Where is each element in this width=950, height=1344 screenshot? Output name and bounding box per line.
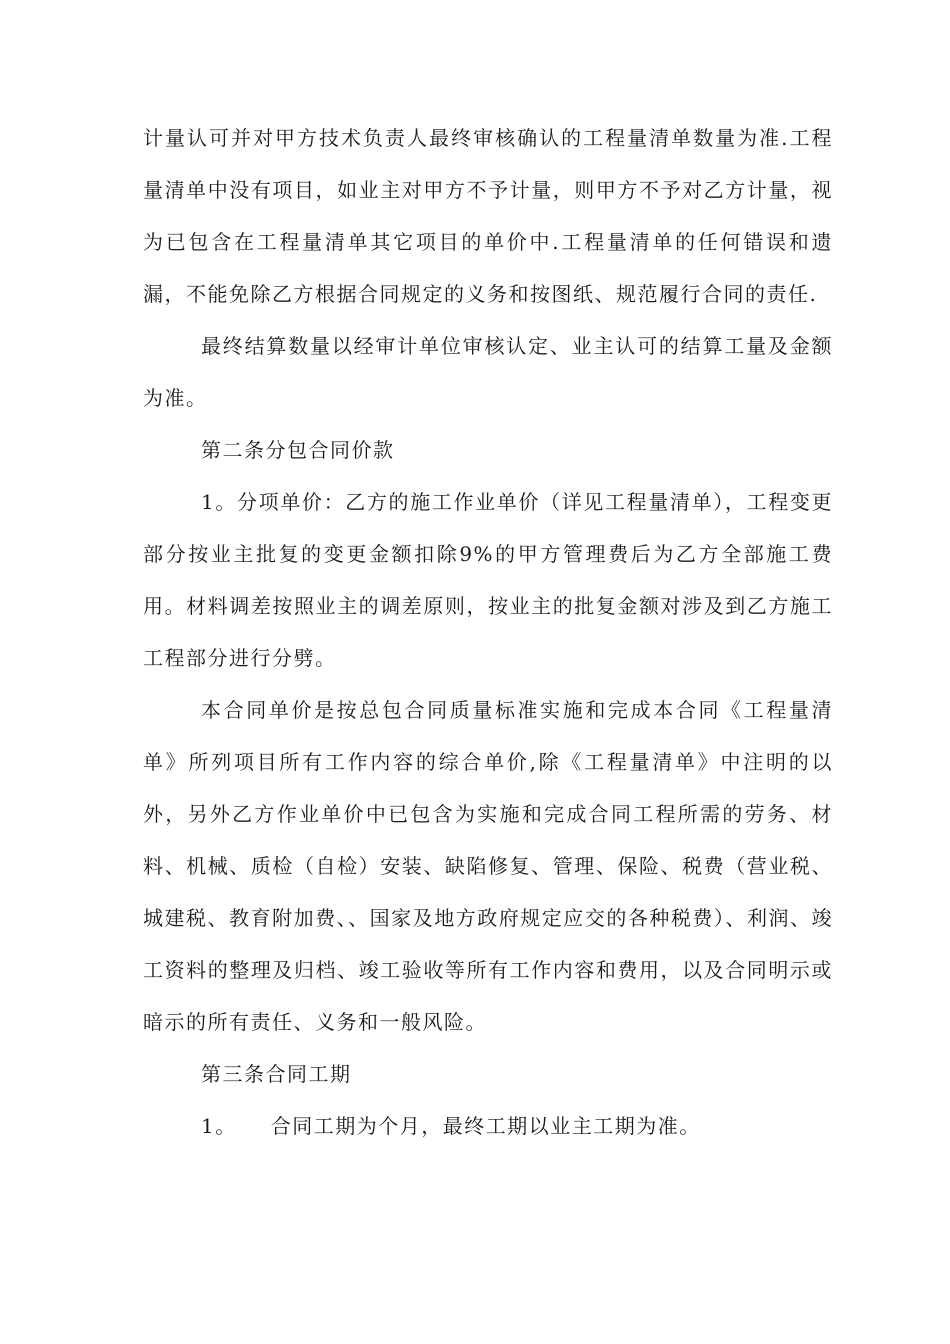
paragraph-unit-price: 1。分项单价：乙方的施工作业单价（详见工程量清单），工程变更部分按业主批复的变更金额扣除9%的甲方管理费后为乙方全部施工费用。材料调差按照业主的调差原则，按业主的批复金额对涉及到乙方施工工程部分进行分劈。 xyxy=(143,490,833,670)
item-number: 1。 xyxy=(201,1114,237,1138)
paragraph-final-settlement: 最终结算数量以经审计单位审核认定、业主认可的结算工量及金额为准。 xyxy=(143,334,833,410)
item-text: 合同工期为个月，最终工期以业主工期为准。 xyxy=(270,1114,701,1138)
paragraph-measurement: 计量认可并对甲方技术负责人最终审核确认的工程量清单数量为准.工程量清单中没有项目，如业主对甲方不予计量，则甲方不予对乙方计量，视为已包含在工程量清单其它项目的单价中.工程量清单的任何错误和遗漏，不能免除乙方根据合同规定的义务和按图纸、规范履行合同的责任. xyxy=(143,126,833,306)
numbered-item-contract-period xyxy=(201,1100,833,1152)
paragraph-contract-unit-price: 本合同单价是按总包合同质量标准实施和完成本合同《工程量清单》所列项目所有工作内容的综合单价,除《工程量清单》中注明的以外，另外乙方作业单价中已包含为实施和完成合同工程所需的劳务、材料、机械、质检（自检）安装、缺陷修复、管理、保险、税费（营业税、城建税、教育附加费、、国家及地方政府规定应交的各种税费）、利润、竣工资料的整理及归档、竣工验收等所有工作内容和费用，以及合同明示或暗示的所有责任、义务和一般风险。 xyxy=(143,698,833,1034)
heading-article-two: 第二条分包合同价款 xyxy=(201,438,395,462)
heading-article-three: 第三条合同工期 xyxy=(201,1062,352,1086)
document-body xyxy=(143,112,833,1152)
